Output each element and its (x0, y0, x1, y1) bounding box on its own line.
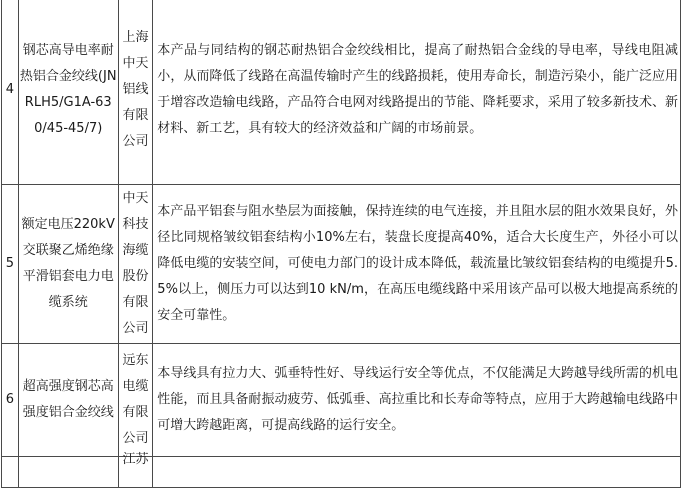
product-name: 额定电压220kV交联聚乙烯绝缘平滑铝套电力电缆系统 (18, 185, 118, 344)
table-row (2, 0, 681, 185)
product-description: 本产品平铝套与阻水垫层为面接触，保持连续的电气连接，并且阻水层的阻水效果良好，外径比同规格皱纹铝套结构小10%左右，装盘长度提高40%，适合大长度生产，外径小可以降低电缆的安装空间，可使电力部门的设计成本降低，载流量比皱纹铝套结构的电缆提升5.5%以上，侧压力可以达到10 kN/m，在高压电缆线路中采用该产品可以极大地提高系统的安全可靠性。 (153, 185, 681, 344)
product-name: 超高强度钢芯高强度铝合金绞线 (18, 344, 118, 457)
company-name: 远东电缆有限公司 (118, 344, 153, 457)
company-name: 上海中天铝线有限公司 (118, 0, 153, 185)
table-row (2, 185, 681, 344)
product-table (1, 0, 681, 488)
product-name: 钢芯高导电率耐热铝合金绞线(JNRLH5/G1A-630/45-45/7) (18, 0, 118, 185)
row-number: 6 (2, 344, 19, 457)
company-name: 中天科技海缆股份有限公司 (118, 185, 153, 344)
row-number (2, 457, 19, 488)
product-description: 本产品与同结构的钢芯耐热铝合金绞线相比，提高了耐热铝合金线的导电率，导线电阻减小，从而降低了线路在高温传输时产生的线路损耗，使用寿命长，制造污染小，能广泛应用于增容改造输电线路，产品符合电网对线路提出的节能、降耗要求，采用了较多新技术、新材料、新工艺，具有较大的经济效益和广阔的市场前景。 (153, 0, 681, 185)
company-name (118, 452, 153, 488)
product-description (153, 457, 681, 488)
row-number: 5 (2, 185, 19, 344)
product-name (18, 457, 118, 488)
row-number: 4 (2, 0, 19, 185)
product-description: 本导线具有拉力大、弧垂特性好、导线运行安全等优点，不仅能满足大跨越导线所需的机电性能，而且具备耐振动疲劳、低弧垂、高拉重比和长寿命等特点，应用于大跨越输电线路中可增大跨越距离，可提高线路的运行安全。 (153, 344, 681, 457)
table-row (2, 344, 681, 457)
company-name-peek: 江苏 (122, 452, 149, 467)
table-row (2, 457, 681, 488)
